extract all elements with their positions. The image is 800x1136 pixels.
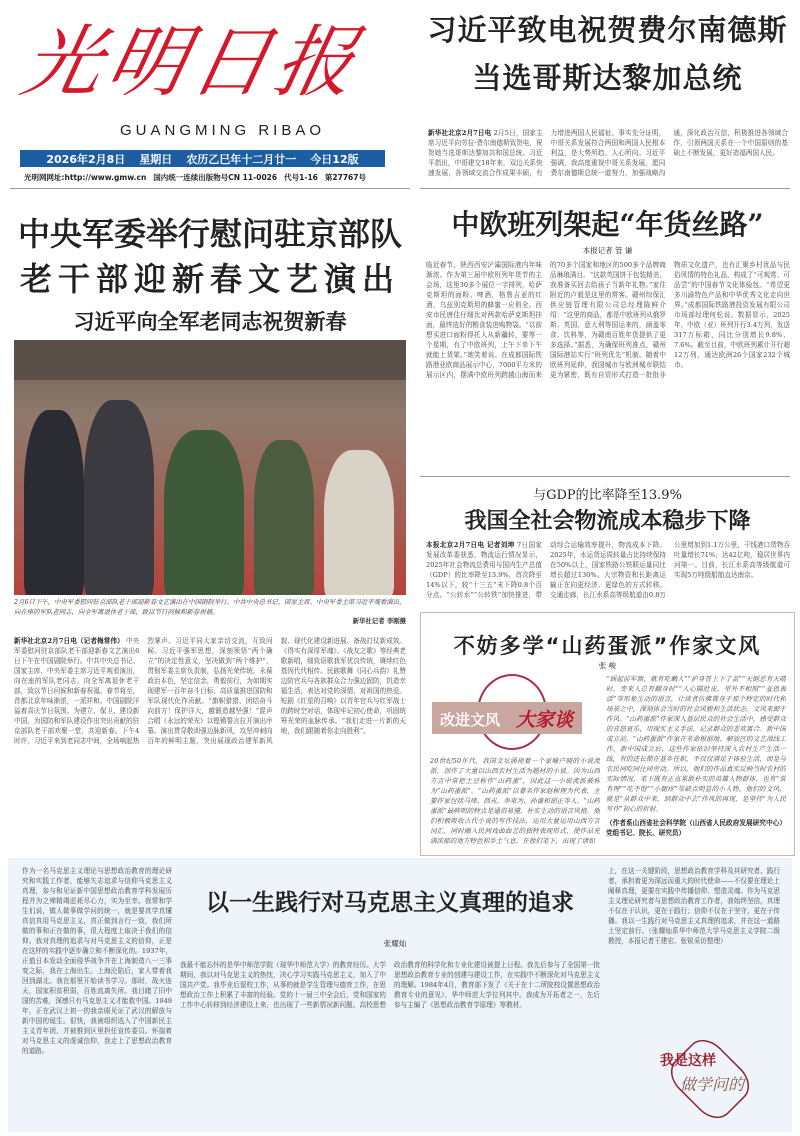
- headline-line-2: 当选哥斯达黎加总统: [472, 61, 743, 95]
- feature-author: 张耀灿: [383, 939, 407, 948]
- cn-number: 国内统一连续出版物号CN 11-0026: [153, 173, 278, 182]
- headline-line-1: 习近平致电祝贺费尔南德斯: [427, 13, 788, 47]
- badge-text: 做学问的: [680, 1075, 745, 1094]
- column-author-note: （作者系山西省社会科学院（山西省人民政府发展研究中心）党组书记、院长、研究员）: [606, 819, 786, 837]
- logistics-body: [426, 540, 790, 600]
- news-photo: [14, 340, 406, 595]
- divider: [10, 188, 410, 189]
- reporter: 记者刘坤: [486, 541, 515, 549]
- masthead-pinyin: GUANGMING RIBAO: [120, 122, 326, 139]
- feature-body-middle: 我最不能忘怀的是华中师范学院（现华中师范大学）的教育经历。大学期间，我以对马克思主义的热忱，决心学习实践马克思主义，加入了中国共产党。我毕业后留校工作，从事的就是学生管理与德育工作，在思想政治工作上积累了丰富的经验。党的十一届三中全会后，党和国家的工作中心转移到经济建设上来，也出现了一些新情况新问题。高校思想政治教育的科学化和专业化建设被提上日程。我先后参与了全国第一批思想政治教育专业的创建与建设工作，在实践中不断深化对马克思主义的理解。1984年4月，教育部下发了《关于在十二所院校设置思想政治教育专业的意见》，华中师范大学位列其中。我成为开拓者之一，先后参与主编了《思想政治教育学原理》等教材。: [180, 961, 600, 1009]
- weekday: 星期日: [139, 152, 173, 166]
- column-headline: 不妨多学“山药蛋派”作家文风: [453, 634, 762, 658]
- date-bar: [20, 150, 385, 167]
- website: 光明网网址:http://www.gmw.cn: [24, 173, 147, 182]
- body-text: 2月5日，国家主席习近平向劳拉·费尔南德斯致贺电，祝贺她当选哥斯达黎加共和国总统。习近平指出，中哥建交18年来，双边关系快速发展，各领域交流合作成果丰硕，有力增进两国人民福祉。事实充分证明，中哥关系发展符合两国和两国人民根本利益，是大势所趋、人心所向。习近平强调，我高度重视中哥关系发展，愿同费尔南德斯总统一道努力，加强战略沟通，深化政治互信，积极推进各领域合作，引领两国关系在一个中国原则的基础上不断发展，更好造福两国人民。: [428, 129, 788, 177]
- column-body-left: 20世纪50年代，我国文坛涌现着一个家喻户晓的小说流派，创作了大量以山西农村生活为题材的小说。因为山西方言中常把土豆称作“山药蛋”，因此这一小说流派被称为“山药蛋派”。“山药蛋派”以著名作家赵树理为代表，主要作家包括马烽、西戎、李束为、孙谦和胡正等人。“山药蛋派”最鲜明的特点是通俗易懂，朴实生动的语言风格。他们积极吸收古代小说的写作技法，运用大量运用山西方言词汇，同时融入民间戏曲曲艺的独特表现形式，使作品充满浓郁的地方特色和乡土气息。在他们笔下，出现了诸如: [430, 757, 600, 845]
- silk-road-byline: 本报记者 管 谦: [582, 246, 633, 255]
- divider: [420, 476, 790, 477]
- issue-number: 第27767号: [324, 173, 366, 182]
- feature-headline: 以一生践行对马克思主义真理的追求: [206, 890, 574, 916]
- issue-date: 2026年2月8日: [46, 152, 126, 166]
- seal-text: 大家谈: [516, 709, 574, 731]
- logistics-headline: 我国全社会物流成本稳步下降: [464, 508, 751, 534]
- headline-line-2: 老干部迎新春文艺演出: [19, 260, 400, 298]
- lead-story-body: [14, 636, 406, 846]
- dateline: 新华社北京2月7日电（记者梅常伟）: [14, 637, 124, 645]
- column-author: 张 峻: [598, 661, 617, 670]
- lunar-date: 农历乙巳年十二月廿一: [186, 152, 297, 166]
- masthead-info: [24, 172, 366, 183]
- headline-line-1: 中央军委举行慰问驻京部队: [17, 215, 402, 253]
- body-text: 中央军委慰问驻京部队老干部迎新春文艺演出6日下午在中国剧院举行。中共中央总书记、国家主席、中央军委主席习近平观看演出，向在座的军队老同志，向全军离退休老干部，致以节日问候和新春祝福。春节将至，首都北京年味渐浓，一派祥和。中国剧院洋溢着喜庆节日氛围。为建立、保卫、建设新中国，为国防和军队建设作出突出贡献的驻京部队老干部欢聚一堂，共迎新春。下午4时许，习近平来到老同志中间，全场响起热烈掌声。习近平同大家亲切交流，互致问候。习近平强军思想，深刻领悟“两个确立”的决定性意义，坚决做到“两个维护”，贯彻军委主席负责制，弘扬光荣传统，永葆政治本色，坚定信念，勇毅前行，为如期实现建军一百年奋斗目标、高质量推进国防和军队现代化作贡献。“旗帜猎猎，团结奋斗向前方！保护洋大，越锻造越坚强！”混声合唱《永远的荣光》以铿锵誓言拉开演出序幕。演出贯穿敬训强边脉新风，攻坚冲刺向百年的鲜明主题，突出展现政治建军新风貌、现代化建设新进展、备战打仗新成效。《得实有深厚军魂》、《战友之歌》等经典老歌新唱，细致讴歌我军优良传统，赓续红色基因代代相传。民族歌舞《同心兵韵》礼赞边防官兵与各族群众合力强边固防，饥造幸福生活，表达对党的深情、对祖国的热爱。短剧《红星的召唤》以青年官兵与红军战士的跨时空对话，体现牢记初心使命，巩固统筹光荣的血脉传承。“我们走进一片新的天地，我们跟随着你走向胜利”。: [14, 637, 406, 745]
- logistics-kicker: 与GDP的比率降至13.9%: [533, 488, 682, 503]
- postal-code: 代号1-16: [284, 173, 318, 182]
- lead-headline: [10, 212, 410, 302]
- silk-road-headline: 中欧班列架起“年货丝路”: [451, 208, 764, 241]
- column-body-right: “锅起前军旗，就有吃嫩人”“护身答上下了盖”“天倒恶有天晴时，变来人总有翻身时”“人心隔肚皮，里外不相照”“羞恩表活”等形象生动的语言，让读者仿佛置身于那个特定的时代和场景之中，深刻体会当时的社会风貌和生活状态。文风来源于作风。“山药蛋派”作家深入基层民众的社会生活中，感受群众的喜怒哀乐，用现实主义手法，记录群众的悲欢离合。新中国成立前，“山药蛋派”作家在革命根据地、解放区的文艺战线工作。新中国成立后，这些作家依旧坚持深入农村生产生活一线，有的还长期在基乡任职，不仅仅满足于体验生活，而是与农民同吃同住同劳动。所以，他们的作品真实反映当时农村的实际情况，笔下既有正直果敢朴实的英雄人物群体，也有“常有理”“吃不饱”“小腿疼”等缺点明显的小人物。他们的文风，就是“从群众中来，到群众中去”作风的再现，是坚持“为人民写作”初心的折射。: [606, 675, 786, 813]
- photo-credit: 新华社记者 李刚摄: [352, 617, 406, 625]
- feature-column-badge: [650, 1040, 780, 1120]
- column-seal-logo: [432, 680, 582, 750]
- seal-text: 改进文风: [440, 711, 501, 729]
- divider: [420, 188, 790, 189]
- caption-text: 2月6日下午，中央军委慰问驻京部队老干部迎新春文艺演出在中国剧院举行。中共中央总书记、国家主席、中央军委主席习近平观看演出，向在座的军队老同志，向全军离退休老干部，致以节日问候和新春祝福。: [14, 598, 406, 616]
- feature-body-right: 上，在这一关键阶段，思想政治教育学科及其研究者、践行者，承担着更为深远而重大的时代使命——不仅要在理论上阐释真理，更要在实践中传播信仰、塑造灵魂。作为马克思主义理论研究者与思想政治教育工作者，我始终坚信，真理不仅在于认识，更在于践行；信仰不仅在于坚守，更在于传播。我以一生践行对马克思主义真理的追求，并在这一道路上坚定前行。（张耀灿系华中师范大学马克思主义学院二级教授，本报记者王建宏、张锐采访整理）: [608, 867, 780, 945]
- top-story-body: [428, 128, 788, 180]
- top-story-headline: [420, 6, 795, 102]
- dateline: 新华社北京2月7日电: [428, 129, 492, 137]
- page-count: 今日12版: [310, 152, 359, 166]
- photo-caption: [14, 598, 406, 627]
- newspaper-logo: [12, 8, 415, 118]
- badge-text: 我是这样: [660, 1053, 716, 1069]
- silk-road-body: 临近春节，陕西西安浐灞国际港内年味渐浓。作为第三届中欧班列年货节的主会场，这里30多个展位一字排列，哈萨克斯坦的面粉、啤酒，格鲁吉亚的红酒，乌兹别克斯坦的蜂蜜一应俱全。西安市民唐佳仔细比对两款哈萨克斯坦挂面，最终选好的粮食装进购物袋。“以前想买进口面粉得托人从新疆转，要等一个星期，有了中欧班列，上午下单下午就能上货架。”她笑着说。在成都国际铁路港亚欧商品展示中心，7000平方米的展示区内，摆满中欧班列跨越山海而来的70多个国家和地区的500多个品牌商品琳琅满目。“这款英国饼干包装精美，我准备买回去给孩子当新年礼物。”家住附近的卢毅是这里的常客。赣州综保汇供应链管理有限公司总经理陈鲜介绍：“这里的商品，都是中欧班列从俄罗斯、英国、意大利等国运来的，涵盖零食、饮料等，为赣南百姓年货提供了更多选择。”据悉，为确保班列准点，赣州国际港站实行“班列优先”机制。随着中欧班列延伸，我国城市与欧洲城市联结更为紧密，既有自贸形式打造一批批非物质文化遗产，也有汇聚乡村优品与民俗风情的特色礼品，构成了“可观赏、可品尝”的中国春节文化体验包。“希望更多川渝特色产品和中华优秀文化走向世界。”成都国际铁路港投资发展有限公司市场部经理何松说。数据显示，2025年，中欧（亚）班列开行3.4万列，发送317万标箱，同比分别增长9.8%、7.6%。截至目前，中欧班列累计开行超12万列，通达欧洲26个国家232个城市。: [426, 261, 790, 379]
- dateline: 本报北京2月7日电: [426, 541, 485, 549]
- logo-text: 光明日报: [14, 18, 370, 108]
- body-text: 7日国家发展改革委获悉，物流运行情况显示，2025年社会物流总费用与国内生产总值（GDP）的比率降至13.9%，首次降至14%以下，较“十三五”末下降0.8个百分点。“公转水”“公转铁”加快推进，带动综合运输效率提升，物流成本下降。2025年，水运货运周转量占比持续保持在50%以上，国家铁路公铁联运量同比增长超过130%。大宗物资和长距离运输正在向更经济、更绿色的方式转移。交通走廊，长江水系高等级航道由0.8万公里增加到1.1万公里，干线港口货物吞吐量增长71%，达42亿吨，稳居世界内河第一。目前，长江水系高等级航道可实现5万吨级船舶直达南京。: [426, 541, 790, 599]
- feature-body-left: 作为一名马克思主义理论与思想政治教育的理论研究和实践工作者，能够矢志追求与信仰马克思主义真理，参与和见证新中国思想政治教育学科发展历程并为之殚精竭虑耗尽心力，实为至幸。我常和学生们说，做人做事做学问的统一，就是要真学真懂真信真用马克思主义，真正做到言行一致，我们所做的事和正在做的事，很大程度上取决于我们的信仰。我对真理的追求与对马克思主义的信仰，正是在这样的实践中逐步确立和不断深化的。1937年，正值日本发动全面侵华战争并在上海制造八一三事变之际，我在上海出生。上海沦陷后，家人带着我回到湖北。我在那里开始读书学习。那时，战火连天，国家积贫积弱，百姓流离失所。我目睹了旧中国的苦难，深感只有马克思主义才能救中国。1949年，正在武汉上初一的我亲眼见证了武汉的解放与新中国的诞生。很快，我被组织选入了中国新民主主义青年团，并被推到区里担任宣传委员。怀揣着对马克思主义的虔诚信仰，我走上了思想政治教育的道路。: [22, 867, 172, 1055]
- lead-subheadline: 习近平向全军老同志祝贺新春: [73, 310, 347, 334]
